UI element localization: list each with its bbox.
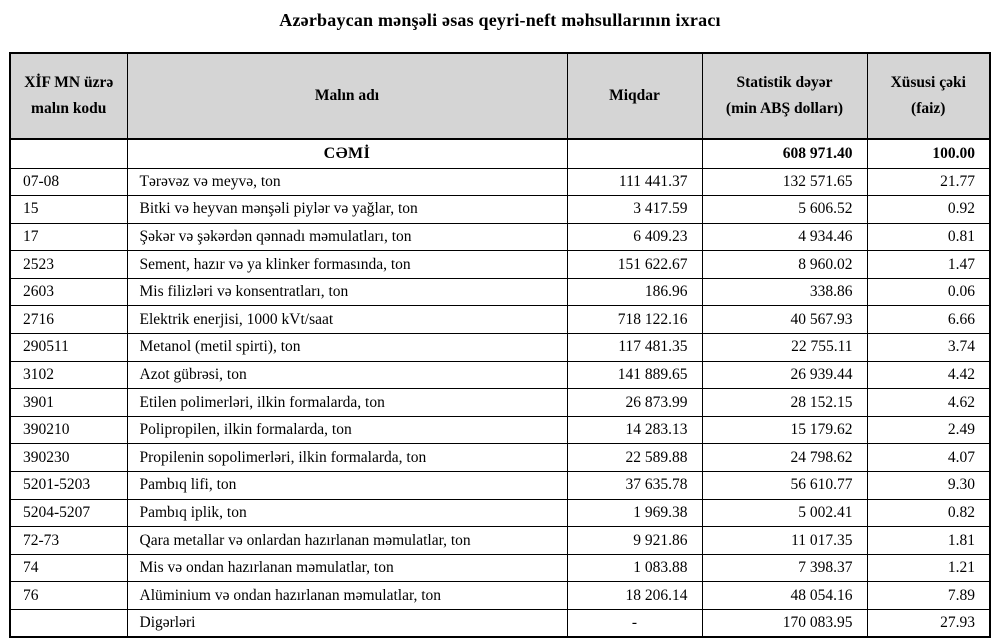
row-name-cell: Azot gübrəsi, ton (127, 361, 567, 389)
row-name-cell: Pambıq lifi, ton (127, 472, 567, 500)
table-header (10, 53, 990, 139)
row-share-cell: 0.82 (867, 499, 990, 527)
table-row (10, 223, 990, 251)
row-name-cell: Pambıq iplik, ton (127, 499, 567, 527)
row-share-cell: 0.06 (867, 278, 990, 306)
row-value-cell: 5 606.52 (702, 196, 867, 224)
table-row (10, 334, 990, 362)
row-share-cell: 4.07 (867, 444, 990, 472)
row-share-cell: 1.47 (867, 251, 990, 279)
row-value-cell: 5 002.41 (702, 499, 867, 527)
row-name-cell: Qara metallar və onlardan hazırlanan məmulatlar, ton (127, 527, 567, 555)
header-code-line2: malın kodu (31, 100, 107, 117)
row-name-cell: Mis və ondan hazırlanan məmulatlar, ton (127, 554, 567, 582)
row-name-cell: Elektrik enerjisi, 1000 kVt/saat (127, 306, 567, 334)
total-row (10, 139, 990, 168)
row-quantity-cell: 1 083.88 (567, 554, 702, 582)
row-value-cell: 8 960.02 (702, 251, 867, 279)
row-name-cell: Mis filizləri və konsentratları, ton (127, 278, 567, 306)
header-row (10, 53, 990, 139)
header-value-line2: (min ABŞ dolları) (725, 100, 844, 117)
header-code-line1: XİF MN üzrə (24, 74, 114, 92)
row-name-cell: Propilenin sopolimerləri, ilkin formalarda, ton (127, 444, 567, 472)
row-value-cell: 40 567.93 (702, 306, 867, 334)
row-value-cell: 11 017.35 (702, 527, 867, 555)
row-name-cell: Sement, hazır və ya klinker formasında, ton (127, 251, 567, 279)
table-row (10, 444, 990, 472)
row-share-cell: 4.42 (867, 361, 990, 389)
row-share-cell: 2.49 (867, 416, 990, 444)
row-share-cell: 7.89 (867, 582, 990, 610)
table-row (10, 196, 990, 224)
row-value-cell: 132 571.65 (702, 168, 867, 196)
row-code-cell: 07-08 (10, 168, 127, 196)
row-code-cell: 17 (10, 223, 127, 251)
row-code-cell: 390210 (10, 416, 127, 444)
total-quantity-cell (567, 139, 702, 168)
row-code-cell: 2716 (10, 306, 127, 334)
header-quantity: Miqdar (567, 53, 702, 139)
row-quantity-cell: 22 589.88 (567, 444, 702, 472)
row-quantity-cell: 151 622.67 (567, 251, 702, 279)
header-share (867, 53, 990, 139)
row-value-cell: 338.86 (702, 278, 867, 306)
row-share-cell: 4.62 (867, 389, 990, 417)
row-quantity-cell: 186.96 (567, 278, 702, 306)
table-row (10, 389, 990, 417)
header-value-line1: Statistik dəyər (736, 74, 833, 92)
row-value-cell: 4 934.46 (702, 223, 867, 251)
row-name-cell: Etilen polimerləri, ilkin formalarda, ton (127, 389, 567, 417)
header-name: Malın adı (127, 53, 567, 139)
row-code-cell: 5201-5203 (10, 472, 127, 500)
row-quantity-cell: 14 283.13 (567, 416, 702, 444)
row-share-cell: 9.30 (867, 472, 990, 500)
row-quantity-cell: 117 481.35 (567, 334, 702, 362)
table-row (10, 251, 990, 279)
table-row (10, 472, 990, 500)
row-quantity-cell: 141 889.65 (567, 361, 702, 389)
row-quantity-cell: - (567, 610, 702, 638)
row-name-cell: Tərəvəz və meyvə, ton (127, 168, 567, 196)
table-row (10, 527, 990, 555)
row-code-cell: 2603 (10, 278, 127, 306)
row-value-cell: 26 939.44 (702, 361, 867, 389)
row-name-cell: Şəkər və şəkərdən qənnadı məmulatları, ton (127, 223, 567, 251)
row-value-cell: 56 610.77 (702, 472, 867, 500)
row-code-cell: 3102 (10, 361, 127, 389)
header-share-line2: (faiz) (911, 100, 946, 117)
row-code-cell (10, 610, 127, 638)
row-name-cell: Bitki və heyvan mənşəli piylər və yağlar, ton (127, 196, 567, 224)
row-code-cell: 2523 (10, 251, 127, 279)
row-value-cell: 15 179.62 (702, 416, 867, 444)
row-value-cell: 170 083.95 (702, 610, 867, 638)
row-name-cell: Alüminium və ondan hazırlanan məmulatlar, ton (127, 582, 567, 610)
row-quantity-cell: 9 921.86 (567, 527, 702, 555)
row-quantity-cell: 1 969.38 (567, 499, 702, 527)
header-code (10, 53, 127, 139)
row-code-cell: 72-73 (10, 527, 127, 555)
table-row (10, 306, 990, 334)
row-value-cell: 22 755.11 (702, 334, 867, 362)
row-value-cell: 24 798.62 (702, 444, 867, 472)
table-row (10, 499, 990, 527)
row-code-cell: 15 (10, 196, 127, 224)
table-row (10, 416, 990, 444)
table-row (10, 610, 990, 638)
row-quantity-cell: 6 409.23 (567, 223, 702, 251)
row-code-cell: 390230 (10, 444, 127, 472)
export-table (9, 52, 991, 638)
total-share-cell: 100.00 (867, 139, 990, 168)
table-body (10, 139, 990, 637)
row-share-cell: 1.21 (867, 554, 990, 582)
row-share-cell: 21.77 (867, 168, 990, 196)
table-row (10, 361, 990, 389)
table-row (10, 168, 990, 196)
row-share-cell: 3.74 (867, 334, 990, 362)
row-code-cell: 290511 (10, 334, 127, 362)
row-name-cell: Polipropilen, ilkin formalarda, ton (127, 416, 567, 444)
row-share-cell: 0.92 (867, 196, 990, 224)
row-quantity-cell: 111 441.37 (567, 168, 702, 196)
row-share-cell: 6.66 (867, 306, 990, 334)
row-value-cell: 7 398.37 (702, 554, 867, 582)
total-name-cell: CƏMİ (127, 139, 567, 168)
row-share-cell: 0.81 (867, 223, 990, 251)
total-code-cell (10, 139, 127, 168)
row-name-cell: Metanol (metil spirti), ton (127, 334, 567, 362)
row-quantity-cell: 26 873.99 (567, 389, 702, 417)
table-row (10, 582, 990, 610)
total-value-cell: 608 971.40 (702, 139, 867, 168)
header-value (702, 53, 867, 139)
row-quantity-cell: 718 122.16 (567, 306, 702, 334)
row-code-cell: 76 (10, 582, 127, 610)
row-quantity-cell: 3 417.59 (567, 196, 702, 224)
table-row (10, 554, 990, 582)
row-share-cell: 1.81 (867, 527, 990, 555)
row-code-cell: 3901 (10, 389, 127, 417)
table-row (10, 278, 990, 306)
page-title: Azərbaycan mənşəli əsas qeyri-neft məhsullarının ixracı (279, 10, 721, 30)
row-share-cell: 27.93 (867, 610, 990, 638)
row-value-cell: 28 152.15 (702, 389, 867, 417)
row-name-cell: Digərləri (127, 610, 567, 638)
row-code-cell: 5204-5207 (10, 499, 127, 527)
header-share-line1: Xüsusi çəki (890, 74, 966, 92)
row-code-cell: 74 (10, 554, 127, 582)
row-quantity-cell: 37 635.78 (567, 472, 702, 500)
row-quantity-cell: 18 206.14 (567, 582, 702, 610)
row-value-cell: 48 054.16 (702, 582, 867, 610)
